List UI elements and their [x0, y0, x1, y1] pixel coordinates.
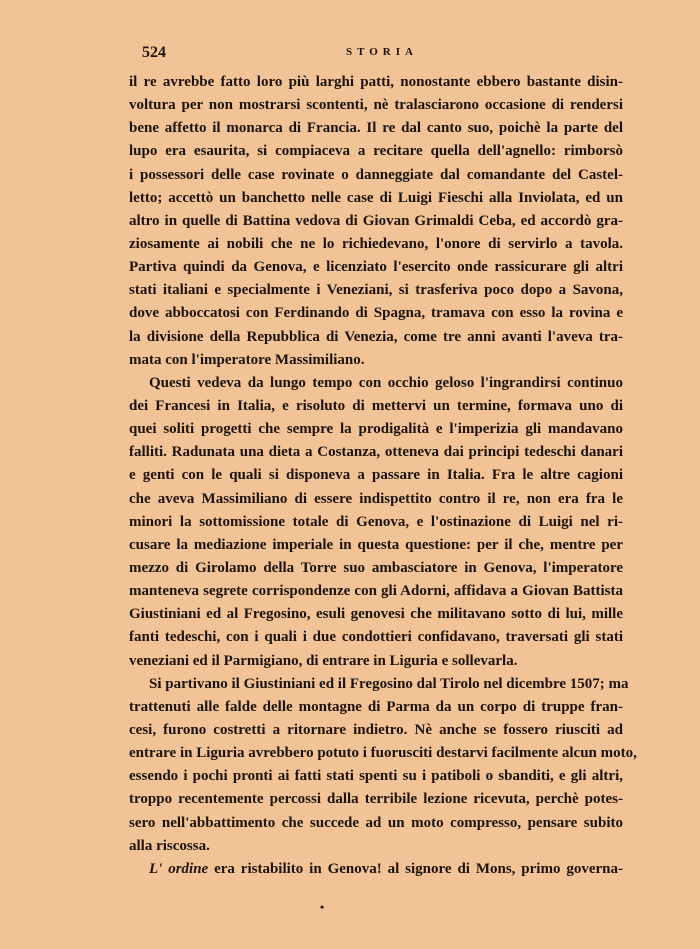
text-line: letto; accettò un banchetto nelle case di Luigi Fieschi alla Inviolata, ed un [129, 189, 623, 206]
text-line: Questi vedeva da lungo tempo con occhio geloso l'ingrandirsi continuo [149, 374, 623, 391]
text-line: mezzo di Girolamo della Torre suo ambasciatore in Genova, l'imperatore [129, 559, 623, 576]
page-number: 524 [142, 44, 166, 61]
body-text [129, 71, 637, 881]
text-line: voltura per non mostrarsi scontenti, nè tralasciarono occasione di rendersi [129, 97, 623, 114]
text-line: mata con l'imperatore Massimiliano. [129, 351, 365, 368]
text-line: fanti tedeschi, con i quali i due condottieri confidavano, traversati gli stati [129, 629, 623, 646]
text-line: trattenuti alle falde delle montagne di Parma da un corpo di truppe fran- [129, 698, 623, 715]
text-line: dove abboccatosi con Ferdinando di Spagna, tramava con esso la rovina e [129, 305, 623, 322]
running-head: STORIA [346, 46, 418, 58]
text-line: quei soliti progetti che sempre la prodigalità e l'imperizia gli mandavano [129, 421, 623, 438]
page-header [142, 44, 622, 64]
text-line: stati italiani e specialmente i Veneziani, si trasferiva poco dopo a Savona, [129, 282, 623, 299]
text-line: sero nell'abbattimento che succede ad un moto compresso, pensare subito [129, 814, 623, 831]
text-line: bene affetto il monarca di Francia. Il re dal canto suo, poichè la parte del [129, 120, 623, 137]
text-line: e genti con le quali si disponeva a passare in Italia. Fra le altre cagioni [129, 467, 623, 484]
text-line: altro in quelle di Battina vedova di Giovan Grimaldi Ceba, ed accordò gra- [129, 212, 623, 229]
text-line: manteneva segrete corrispondenze con gli Adorni, affidava a Giovan Battista [129, 583, 623, 600]
text-line: essendo i pochi pronti ai fatti stati spenti su i patiboli o sbanditi, e gli altri, [129, 768, 623, 785]
text-line: ziosamente ai nobili che ne lo richiedevano, l'onore di servirlo a tavola. [129, 235, 623, 252]
text-line: troppo recentemente percossi dalla terribile lezione ricevuta, perchè potes- [129, 791, 623, 808]
text-line: Giustiniani ed al Fregosino, esuli genovesi che militavano sotto di lui, mille [129, 606, 623, 623]
text-line: cusare la mediazione imperiale in questa questione: per il che, mentre per [129, 536, 623, 553]
text-line: entrare in Liguria avrebbero potuto i fuorusciti destarvi facilmente alcun moto, [129, 745, 637, 762]
text-line: la divisione della Repubblica di Venezia, come tre anni avanti l'aveva tra- [129, 328, 623, 345]
italic-lead: L' ordine [149, 860, 209, 877]
footer-mark: • [320, 900, 325, 914]
text-line: dei Francesi in Italia, e risoluto di mettervi un termine, formava uno di [129, 397, 623, 414]
text-line: minori la sottomissione totale di Genova, e l'ostinazione di Luigi nel ri- [129, 513, 623, 530]
text-line: veneziani ed il Parmigiano, di entrare in Liguria e sollevarla. [129, 652, 518, 669]
text-line: il re avrebbe fatto loro più larghi patti, nonostante ebbero bastante disin- [129, 74, 623, 90]
text-line: Partiva quindi da Genova, e licenziato l'esercito onde rassicurare gli altri [129, 259, 623, 276]
text-line: falliti. Radunata una dieta a Costanza, otteneva dai principi tedeschi danari [129, 444, 623, 461]
text-line: che aveva Massimiliano di essere indispettito contro il re, non era fra le [129, 490, 623, 507]
text-line-rest: era ristabilito in Genova! al signore di Mons, primo governa- [214, 860, 623, 877]
text-line: alla riscossa. [129, 837, 210, 854]
text-line: cesi, furono costretti a ritornare indietro. Nè anche se fossero riusciti ad [129, 721, 623, 738]
text-line [129, 858, 623, 881]
text-line: lupo era esaurita, si compiaceva a recitare quella dell'agnello: rimborsò [129, 143, 623, 160]
text-line: Si partivano il Giustiniani ed il Fregosino dal Tirolo nel dicembre 1507; ma [149, 675, 629, 692]
text-line: i possessori delle case rovinate o danneggiate dal comandante del Castel- [129, 166, 623, 183]
